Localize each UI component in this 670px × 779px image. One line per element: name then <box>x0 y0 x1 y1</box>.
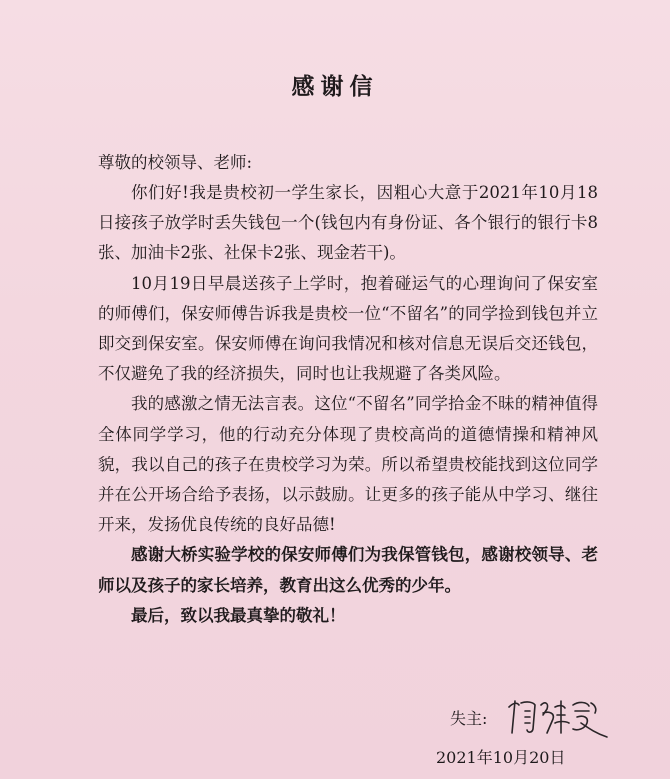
letter-title: 感谢信 <box>291 74 379 100</box>
paragraph-loss: 你们好!我是贵校初一学生家长，因粗心大意于2021年10月18日接孩子放学时丢失钱包一个(钱包内有身份证、各个银行的银行卡8张、加油卡2张、社保卡2张、现金若干)。 <box>98 183 598 263</box>
paragraph-return: 10月19日早晨送孩子上学时，抱着碰运气的心理询问了保安室的师傅们，保安师傅告诉我是贵校一位“不留名”的同学捡到钱包并立即交到保安室。保安师傅在询问我情况和核对信息无误后交还钱包，不仅避免了我的经济损失，同时也让我规避了各类风险。 <box>98 273 598 384</box>
letter-greeting: 尊敬的校领导、老师: <box>98 153 253 172</box>
signature-label: 失主: <box>450 709 488 728</box>
signature-row <box>450 706 487 729</box>
paragraph-thanks: 感谢大桥实验学校的保安师傅们为我保管钱包，感谢校领导、老师以及孩子的家长培养，教育出这么优秀的少年。 <box>98 545 598 595</box>
paragraph-closing: 最后，致以我最真挚的敬礼！ <box>131 605 346 625</box>
handwritten-signature <box>503 693 613 743</box>
paragraph-gratitude: 我的感激之情无法言表。这位“不留名”同学拾金不昧的精神值得全体同学学习，他的行动充分体现了贵校高尚的道德情操和精神风貌，我以自己的孩子在贵校学习为荣。所以希望贵校能找到这位同学并在公开场合给予表扬，以示鼓励。让更多的孩子能从中学习、继往开来，发扬优良传统的良好品德! <box>98 394 598 535</box>
letter-date: 2021年10月20日 <box>436 748 566 767</box>
letter-body <box>98 178 598 631</box>
